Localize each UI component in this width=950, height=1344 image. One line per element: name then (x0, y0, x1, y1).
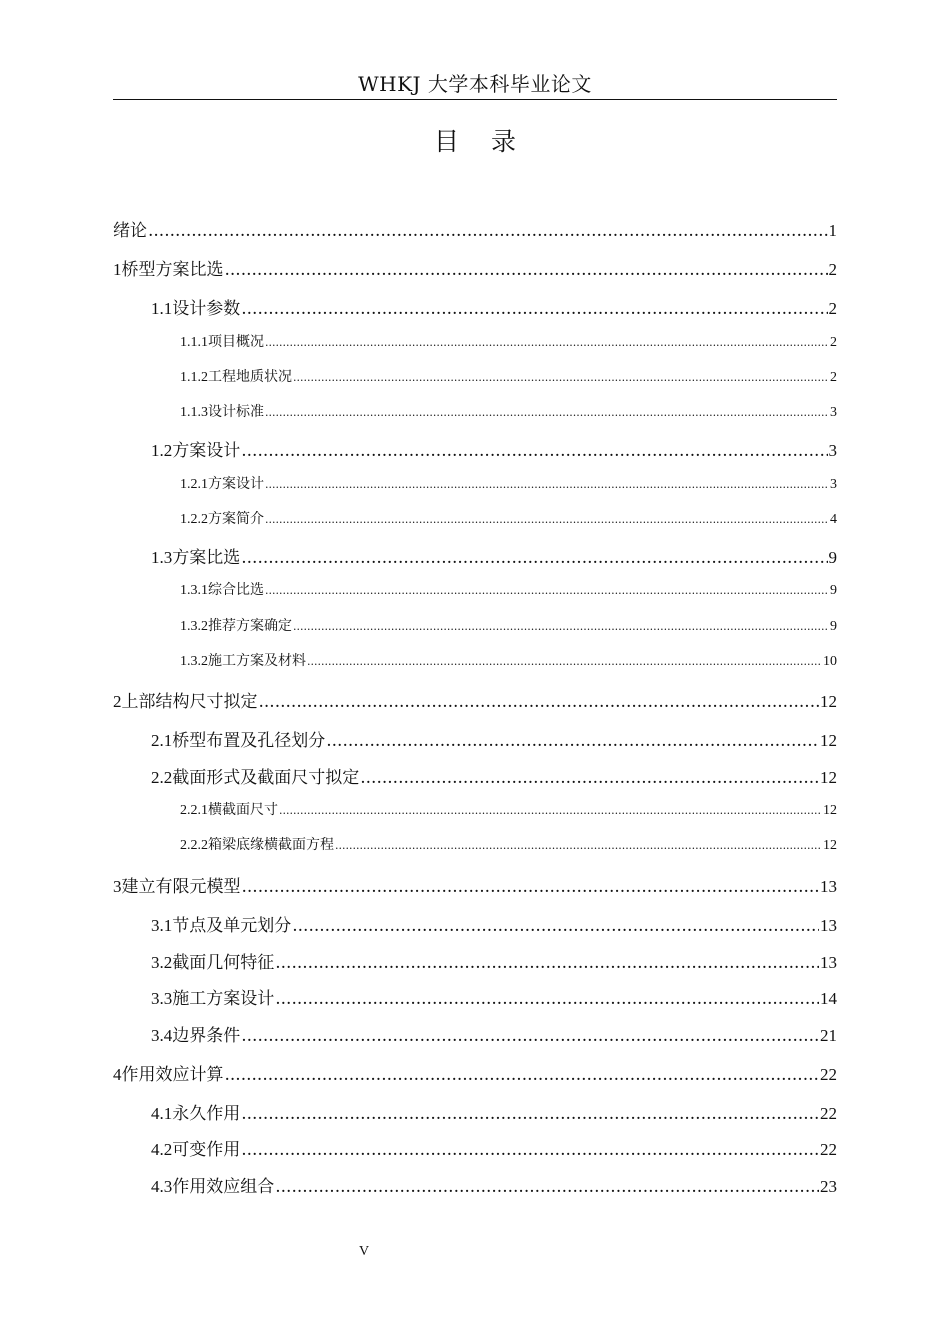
toc-entry-page: 9 (830, 583, 837, 598)
toc-entry-page: 13 (820, 877, 837, 896)
toc-leader-dots (279, 804, 822, 817)
toc-entry[interactable] (113, 615, 837, 635)
toc-entry[interactable] (113, 255, 837, 280)
toc-entry-number: 1.2 (151, 441, 173, 460)
toc-entry-label: 设计参数 (172, 299, 241, 319)
toc-entry-number: 4.2 (151, 1140, 173, 1159)
toc-leader-dots (225, 1065, 820, 1085)
toc-entry-number: 1 (113, 260, 122, 279)
toc-entry-page: 3 (830, 477, 837, 492)
toc-entry-number: 1.3.2 (180, 654, 208, 669)
toc-entry-page: 13 (820, 953, 837, 972)
toc-entry[interactable] (113, 508, 837, 528)
toc-leader-dots (242, 877, 820, 897)
toc-entry-page: 4 (830, 512, 837, 527)
page-number: V (358, 1244, 370, 1259)
toc-leader-dots (241, 1026, 819, 1046)
toc-leader-dots (326, 731, 819, 751)
toc-entry-page: 23 (820, 1177, 837, 1196)
toc-leader-dots (148, 221, 828, 241)
toc-entry-number: 1.2.1 (180, 477, 208, 492)
toc-entry-label: 方案设计 (172, 441, 241, 461)
toc-entry-label: 截面几何特征 (172, 953, 275, 973)
toc-entry-label: 桥型方案比选 (121, 260, 224, 280)
toc-entry-number: 1.1.1 (180, 335, 208, 350)
toc-entry-label: 推荐方案确定 (208, 618, 292, 634)
toc-leader-dots (275, 989, 819, 1009)
toc-leader-dots (241, 441, 827, 461)
toc-entry[interactable] (113, 366, 837, 386)
toc-leader-dots (241, 548, 827, 568)
toc-entry[interactable] (113, 473, 837, 493)
toc-entry[interactable] (113, 401, 837, 421)
toc-entry[interactable] (113, 726, 837, 751)
toc-entry-label: 施工方案及材料 (208, 653, 306, 669)
toc-entry[interactable] (113, 911, 837, 936)
toc-entry[interactable] (113, 687, 837, 712)
toc-entry[interactable] (113, 1172, 837, 1197)
toc-leader-dots (335, 839, 822, 852)
header-title: WHKJ 大学本科毕业论文 (358, 72, 592, 96)
toc-entry-number: 3.4 (151, 1026, 173, 1045)
toc-entry-label: 方案设计 (208, 476, 264, 492)
toc-entry-page: 1 (828, 221, 837, 240)
toc-leader-dots (265, 478, 829, 491)
toc-entry-page: 12 (820, 731, 837, 750)
toc-leader-dots (241, 1140, 819, 1160)
toc-entry[interactable] (113, 436, 837, 461)
toc-entry[interactable] (113, 1021, 837, 1046)
toc-entry-number: 1.1 (151, 299, 173, 318)
toc-entry-number: 2.2 (151, 768, 173, 787)
toc-entry[interactable] (113, 1060, 837, 1085)
toc-entry-number: 1.1.2 (180, 370, 208, 385)
toc-entry-label: 建立有限元模型 (121, 877, 241, 897)
toc-entry-page: 3 (830, 405, 837, 420)
toc-entry-number: 3.2 (151, 953, 173, 972)
toc-entry[interactable] (113, 948, 837, 973)
toc-leader-dots (307, 655, 822, 668)
toc-entry-label: 作用效应计算 (121, 1065, 224, 1085)
toc-entry-label: 箱梁底缘横截面方程 (208, 837, 334, 853)
toc-entry-label: 截面形式及截面尺寸拟定 (172, 768, 360, 788)
toc-entry-number: 3 (113, 877, 122, 896)
toc-entry-page: 2 (830, 335, 837, 350)
toc-entry-page: 22 (820, 1104, 837, 1123)
toc-entry-label: 绪论 (113, 221, 147, 241)
toc-entry-number: 4.1 (151, 1104, 173, 1123)
toc-leader-dots (293, 371, 829, 384)
toc-entry-label: 综合比选 (208, 582, 264, 598)
toc-entry-page: 13 (820, 916, 837, 935)
toc-entry[interactable] (113, 650, 837, 670)
toc-entry-number: 2 (113, 692, 122, 711)
toc-entry[interactable] (113, 1135, 837, 1160)
toc-title: 目 录 (434, 127, 528, 156)
toc-entry-page: 2 (828, 299, 837, 318)
toc-leader-dots (275, 1177, 819, 1197)
toc-leader-dots (293, 620, 829, 633)
toc-entry-label: 方案简介 (208, 511, 264, 527)
toc-entry-number: 1.3 (151, 548, 173, 567)
toc-entry-page: 9 (828, 548, 837, 567)
toc-leader-dots (265, 336, 829, 349)
toc-entry-number: 1.2.2 (180, 512, 208, 527)
toc-entry[interactable] (113, 984, 837, 1009)
toc-entry-number: 2.2.1 (180, 803, 208, 818)
toc-entry-page: 22 (820, 1065, 837, 1084)
toc-entry[interactable] (113, 763, 837, 788)
toc-leader-dots (265, 513, 829, 526)
toc-entry[interactable] (113, 294, 837, 319)
toc-leader-dots (241, 299, 827, 319)
toc-entry-label: 设计标准 (208, 404, 264, 420)
toc-entry-page: 21 (820, 1026, 837, 1045)
toc-entry-label: 桥型布置及孔径划分 (172, 731, 326, 751)
toc-entry[interactable] (113, 1099, 837, 1124)
toc-entry[interactable] (113, 543, 837, 568)
toc-entry-number: 4.3 (151, 1177, 173, 1196)
toc-entry-page: 12 (820, 768, 837, 787)
toc-entry-page: 12 (823, 803, 837, 818)
toc-entry-label: 方案比选 (172, 548, 241, 568)
toc-entry-page: 10 (823, 654, 837, 669)
toc-entry-label: 永久作用 (172, 1104, 241, 1124)
toc-entry-page: 2 (830, 370, 837, 385)
toc-entry-number: 1.1.3 (180, 405, 208, 420)
toc-entry[interactable] (113, 799, 837, 819)
toc-leader-dots (292, 916, 819, 936)
toc-entry-page: 9 (830, 619, 837, 634)
toc-entry-label: 可变作用 (172, 1140, 241, 1160)
toc-entry-page: 2 (828, 260, 837, 279)
toc-leader-dots (275, 953, 819, 973)
toc-leader-dots (360, 768, 819, 788)
toc-entry[interactable] (113, 331, 837, 351)
toc-entry-label: 横截面尺寸 (208, 802, 278, 818)
toc-entry[interactable] (113, 579, 837, 599)
toc-entry-label: 工程地质状况 (208, 369, 292, 385)
toc-entry-label: 项目概况 (208, 334, 264, 350)
toc-leader-dots (259, 692, 820, 712)
toc-entry-page: 3 (828, 441, 837, 460)
toc-entry-label: 节点及单元划分 (172, 916, 292, 936)
toc-entry-number: 1.3.1 (180, 583, 208, 598)
toc-entry-number: 1.3.2 (180, 619, 208, 634)
toc-entry-page: 22 (820, 1140, 837, 1159)
toc-entry-number: 3.1 (151, 916, 173, 935)
toc-entry-number: 3.3 (151, 989, 173, 1008)
toc-entry-label: 施工方案设计 (172, 989, 275, 1009)
toc-entry[interactable] (113, 872, 837, 897)
toc-entry-page: 12 (820, 692, 837, 711)
page-header (113, 70, 837, 100)
toc-leader-dots (265, 584, 829, 597)
toc-leader-dots (265, 406, 829, 419)
toc-entry-label: 上部结构尺寸拟定 (121, 692, 258, 712)
toc-entry-page: 14 (820, 989, 837, 1008)
toc-entry-number: 4 (113, 1065, 122, 1084)
toc-entry[interactable] (113, 834, 837, 854)
toc-entry-number: 2.2.2 (180, 838, 208, 853)
toc-entry-label: 边界条件 (172, 1026, 241, 1046)
toc-entry-label: 作用效应组合 (172, 1177, 275, 1197)
toc-leader-dots (225, 260, 828, 280)
toc-entry-number: 2.1 (151, 731, 173, 750)
toc-entry-page: 12 (823, 838, 837, 853)
toc-leader-dots (241, 1104, 819, 1124)
toc-entry[interactable] (113, 216, 837, 241)
